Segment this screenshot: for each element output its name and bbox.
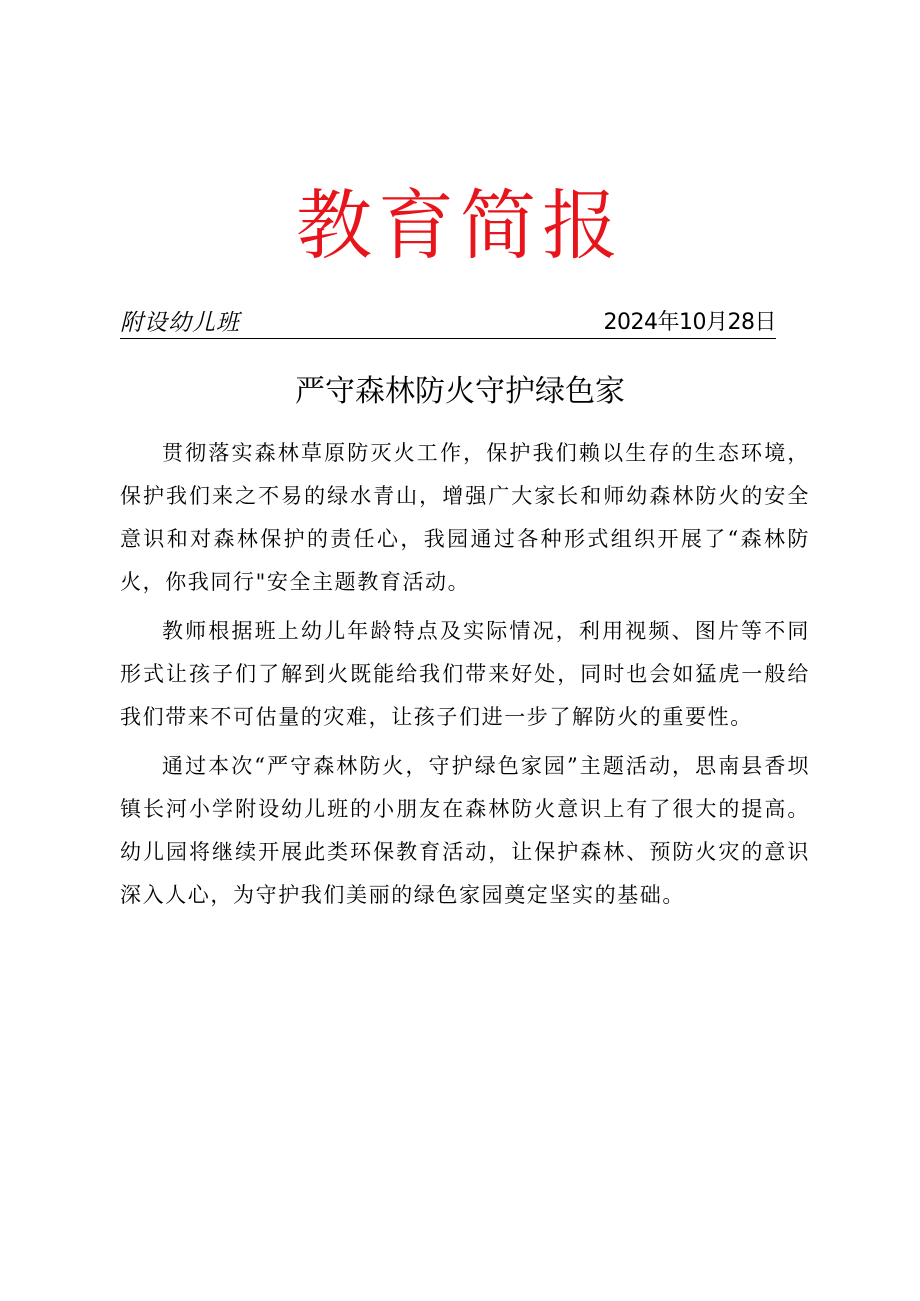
organization-name: 附设幼儿班 — [120, 310, 240, 336]
paragraph: 教师根据班上幼儿年龄特点及实际情况，利用视频、图片等不同形式让孩子们了解到火既能给我们带来好处，同时也会如猛虎一般给我们带来不可估量的灾难，让孩子们进一步了解防火的重要性。 — [120, 619, 810, 729]
issue-date: 2024年10月28日 — [603, 310, 776, 335]
article-title: 严守森林防火守护绿色家 — [295, 374, 625, 409]
info-line — [120, 308, 776, 339]
masthead-title: 教育简报 — [296, 181, 624, 270]
paragraph: 通过本次“严守森林防火，守护绿色家园”主题活动，思南县香坝镇长河小学附设幼儿班的小朋友在森林防火意识上有了很大的提高。幼儿园将继续开展此类环保教育活动，让保护森林、预防火灾的意识深入人心，为守护我们美丽的绿色家园奠定坚实的基础。 — [120, 754, 810, 907]
article-body — [120, 432, 810, 923]
paragraph: 贯彻落实森林草原防灭火工作，保护我们赖以生存的生态环境，保护我们来之不易的绿水青山，增强广大家长和师幼森林防火的安全意识和对森林保护的责任心，我园通过各种形式组织开展了“森林防火，你我同行"安全主题教育活动。 — [120, 441, 810, 594]
